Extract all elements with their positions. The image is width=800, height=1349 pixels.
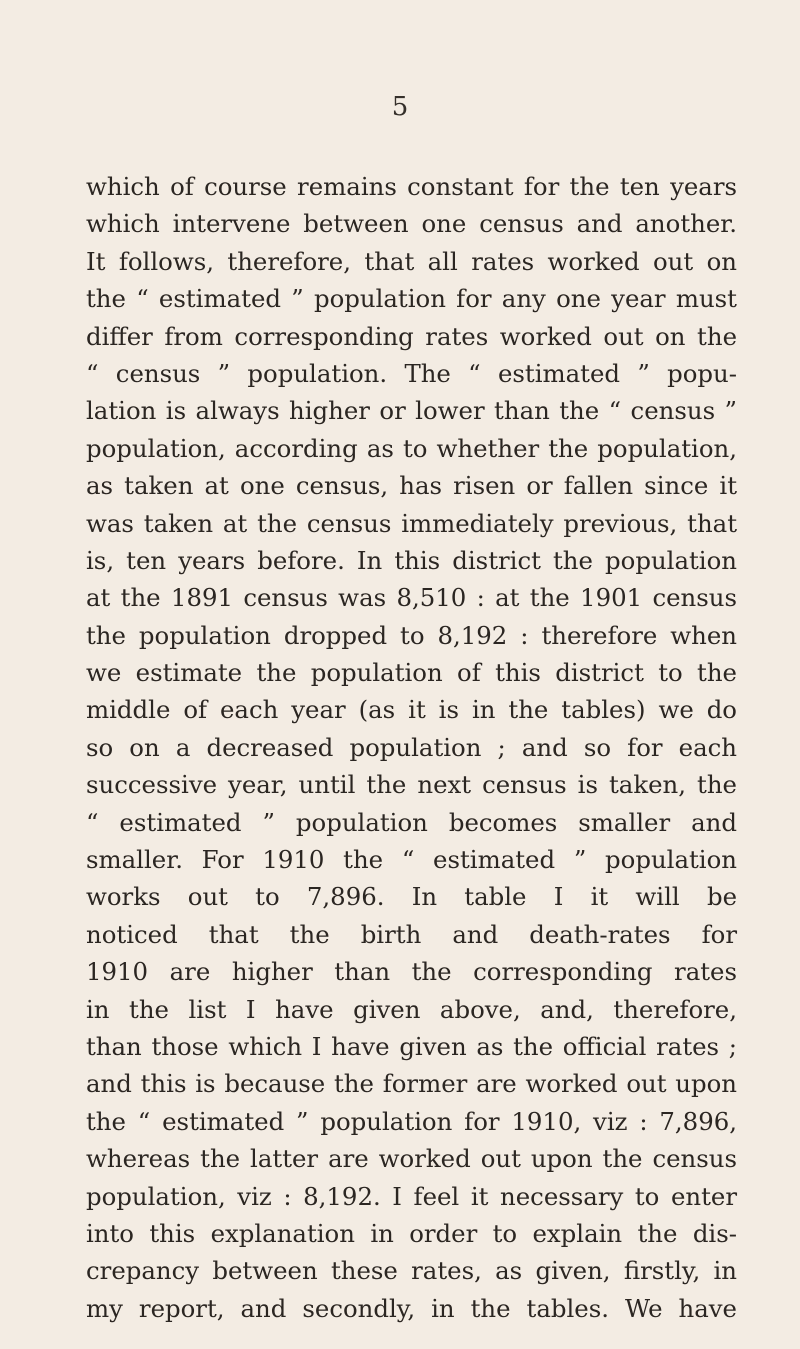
text-line: “ census ” population. The “ estimated ” popu-: [86, 358, 737, 388]
text-line: population, according as to whether the population,: [86, 433, 737, 463]
text-line: which of course remains constant for the ten years: [86, 172, 737, 201]
page-number: 5: [391, 92, 409, 122]
body-text: [86, 168, 737, 1327]
text-line: in the list I have given above, and, therefore,: [86, 994, 737, 1024]
text-line: “ estimated ” population becomes smaller and: [86, 807, 737, 837]
text-line: was taken at the census immediately previous, that: [86, 508, 737, 538]
text-line: is, ten years before. In this district the population: [86, 545, 737, 575]
text-line: as taken at one census, has risen or fallen since it: [86, 471, 737, 501]
text-line: and this is because the former are worked out upon: [86, 1069, 737, 1099]
text-line: 1910 are higher than the corresponding rates: [86, 957, 737, 987]
text-line: the “ estimated ” population for any one year must: [86, 284, 737, 314]
text-line: the population dropped to 8,192 : therefore when: [86, 620, 737, 650]
text-line: successive year, until the next census is taken, the: [86, 770, 737, 800]
text-line: crepancy between these rates, as given, firstly, in: [86, 1256, 737, 1286]
text-line: we estimate the population of this district to the: [86, 658, 737, 688]
text-line: the “ estimated ” population for 1910, viz : 7,896,: [86, 1106, 737, 1136]
text-line: at the 1891 census was 8,510 : at the 1901 census: [86, 583, 737, 613]
text-line: whereas the latter are worked out upon the census: [86, 1144, 737, 1174]
text-line: middle of each year (as it is in the tables) we do: [86, 695, 737, 725]
text-line: population, viz : 8,192. I feel it necessary to enter: [86, 1181, 737, 1211]
text-line: It follows, therefore, that all rates worked out on: [86, 246, 737, 276]
text-line: works out to 7,896. In table I it will be: [86, 882, 737, 912]
text-line: noticed that the birth and death-rates for: [86, 919, 737, 949]
text-line: which intervene between one census and another.: [86, 209, 737, 239]
text-line: differ from corresponding rates worked out on the: [86, 321, 737, 351]
text-line: than those which I have given as the official rates ;: [86, 1031, 737, 1061]
text-line: lation is always higher or lower than the “ census ”: [86, 396, 737, 426]
text-line: into this explanation in order to explain the dis-: [86, 1218, 737, 1248]
text-line: my report, and secondly, in the tables. We have: [86, 1293, 737, 1323]
text-line: so on a decreased population ; and so for each: [86, 732, 737, 762]
text-line: smaller. For 1910 the “ estimated ” population: [86, 845, 737, 875]
